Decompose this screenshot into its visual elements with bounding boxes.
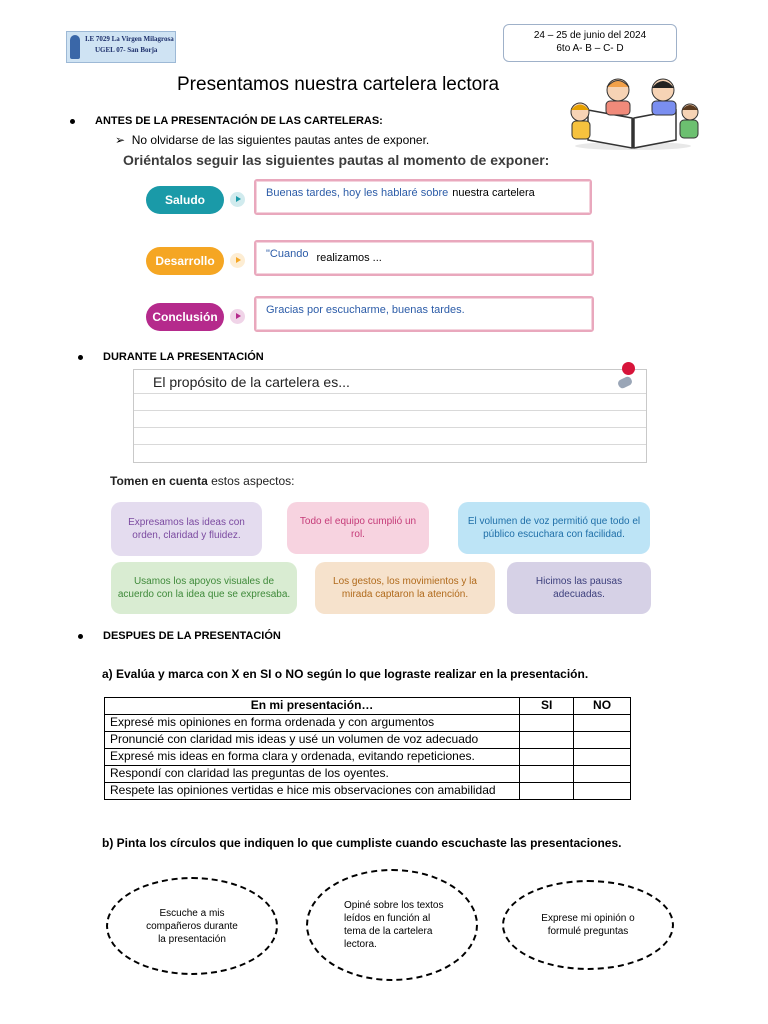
bullet-dot-icon	[78, 634, 83, 639]
col-header-si: SI	[520, 698, 574, 715]
logo-line2: UGEL 07- San Borja	[95, 46, 158, 54]
table-row	[105, 732, 631, 749]
step-speech-1	[254, 240, 594, 276]
step-speech-text: Gracias por escucharme, buenas tardes.	[266, 304, 465, 316]
aspect-card-1: Todo el equipo cumplió un rol.	[287, 502, 429, 554]
children-reading-illustration-icon	[566, 72, 700, 152]
no-checkbox-cell[interactable]	[574, 732, 631, 749]
play-arrow-icon	[230, 192, 245, 207]
col-header-criterio: En mi presentación…	[105, 698, 520, 715]
play-arrow-icon	[230, 253, 245, 268]
no-checkbox-cell[interactable]	[574, 766, 631, 783]
antes-subtitle: ➢ No olvidarse de las siguientes pautas antes de exponer.	[115, 133, 430, 147]
no-checkbox-cell[interactable]	[574, 783, 631, 800]
logo-line1: I.E 7029 La Virgen Milagrosa	[85, 35, 174, 43]
question-a: a) Evalúa y marca con X en SI o NO según lo que lograste realizar en la presentación.	[102, 667, 589, 681]
criterio-cell: Expresé mis ideas en forma clara y ordenada, evitando repeticiones.	[105, 749, 520, 766]
page-title: Presentamos nuestra cartelera lectora	[177, 74, 500, 95]
step-handwritten-text: realizamos ...	[316, 252, 382, 264]
circle-option-2-text: Opiné sobre los textos leídos en función al tema de la cartelera lectora.	[344, 900, 444, 950]
si-checkbox-cell[interactable]	[520, 732, 574, 749]
tomen-en-cuenta: Tomen en cuenta estos aspectos:	[110, 474, 295, 488]
date-box	[503, 24, 677, 62]
col-header-no: NO	[574, 698, 631, 715]
no-checkbox-cell[interactable]	[574, 715, 631, 732]
circle-option-3-text: Exprese mi opinión o formulé preguntas	[541, 913, 635, 937]
arrow-bullet-icon: ➢	[115, 133, 126, 147]
virgin-figure-icon	[70, 35, 80, 59]
aspect-card-3: Usamos los apoyos visuales de acuerdo con la idea que se expresaba.	[111, 562, 297, 614]
criterio-cell: Respete las opiniones vertidas e hice mis observaciones con amabilidad	[105, 783, 520, 800]
circle-option-1-text: Escuche a mis compañeros durante la presentación	[146, 907, 238, 945]
heading-despues: DESPUES DE LA PRESENTACIÓN	[78, 630, 281, 642]
play-arrow-icon	[230, 309, 245, 324]
table-row	[105, 715, 631, 732]
si-checkbox-cell[interactable]	[520, 766, 574, 783]
pushpin-icon	[622, 362, 635, 375]
step-speech-text: "Cuando	[266, 248, 309, 260]
step-label-0: Saludo	[146, 186, 224, 214]
grade-text: 6to A- B – C- D	[556, 43, 624, 54]
bullet-dot-icon	[70, 119, 75, 124]
aspect-card-5: Hicimos las pausas adecuadas.	[507, 562, 651, 614]
bullet-dot-icon	[78, 355, 83, 360]
purpose-text: El propósito de la cartelera es...	[153, 374, 350, 390]
aspect-card-2: El volumen de voz permitió que todo el público escuchara con facilidad.	[458, 502, 650, 554]
si-checkbox-cell[interactable]	[520, 783, 574, 800]
evaluation-table	[104, 697, 631, 800]
aspect-card-0: Expresamos las ideas con orden, claridad y fluidez.	[111, 502, 262, 556]
no-checkbox-cell[interactable]	[574, 749, 631, 766]
table-row	[105, 749, 631, 766]
table-header-row	[105, 698, 631, 715]
pautas-title: Oriéntalos seguir las siguientes pautas al momento de exponer:	[123, 152, 550, 168]
table-row	[105, 783, 631, 800]
si-checkbox-cell[interactable]	[520, 749, 574, 766]
step-speech-0	[254, 179, 592, 215]
step-speech-2	[254, 296, 594, 332]
step-label-2: Conclusión	[146, 303, 224, 331]
heading-durante: DURANTE LA PRESENTACIÓN	[78, 351, 264, 363]
heading-antes: ANTES DE LA PRESENTACIÓN DE LAS CARTELERAS:	[70, 115, 383, 127]
circle-option-3[interactable]	[502, 880, 674, 970]
criterio-cell: Expresé mis opiniones en forma ordenada y con argumentos	[105, 715, 520, 732]
circle-option-2[interactable]	[306, 869, 478, 981]
aspect-card-4: Los gestos, los movimientos y la mirada captaron la atención.	[315, 562, 495, 614]
criterio-cell: Pronuncié con claridad mis ideas y usé un volumen de voz adecuado	[105, 732, 520, 749]
step-handwritten-text: nuestra cartelera	[452, 187, 535, 199]
question-b: b) Pinta los círculos que indiquen lo que cumpliste cuando escuchaste las presentaciones.	[102, 836, 622, 850]
circle-option-1[interactable]	[106, 877, 278, 975]
date-text: 24 – 25 de junio del 2024	[533, 30, 647, 41]
criterio-cell: Respondí con claridad las preguntas de los oyentes.	[105, 766, 520, 783]
step-speech-text: Buenas tardes, hoy les hablaré sobre	[266, 187, 449, 199]
si-checkbox-cell[interactable]	[520, 715, 574, 732]
step-label-1: Desarrollo	[146, 247, 224, 275]
table-row	[105, 766, 631, 783]
school-logo	[66, 31, 176, 63]
